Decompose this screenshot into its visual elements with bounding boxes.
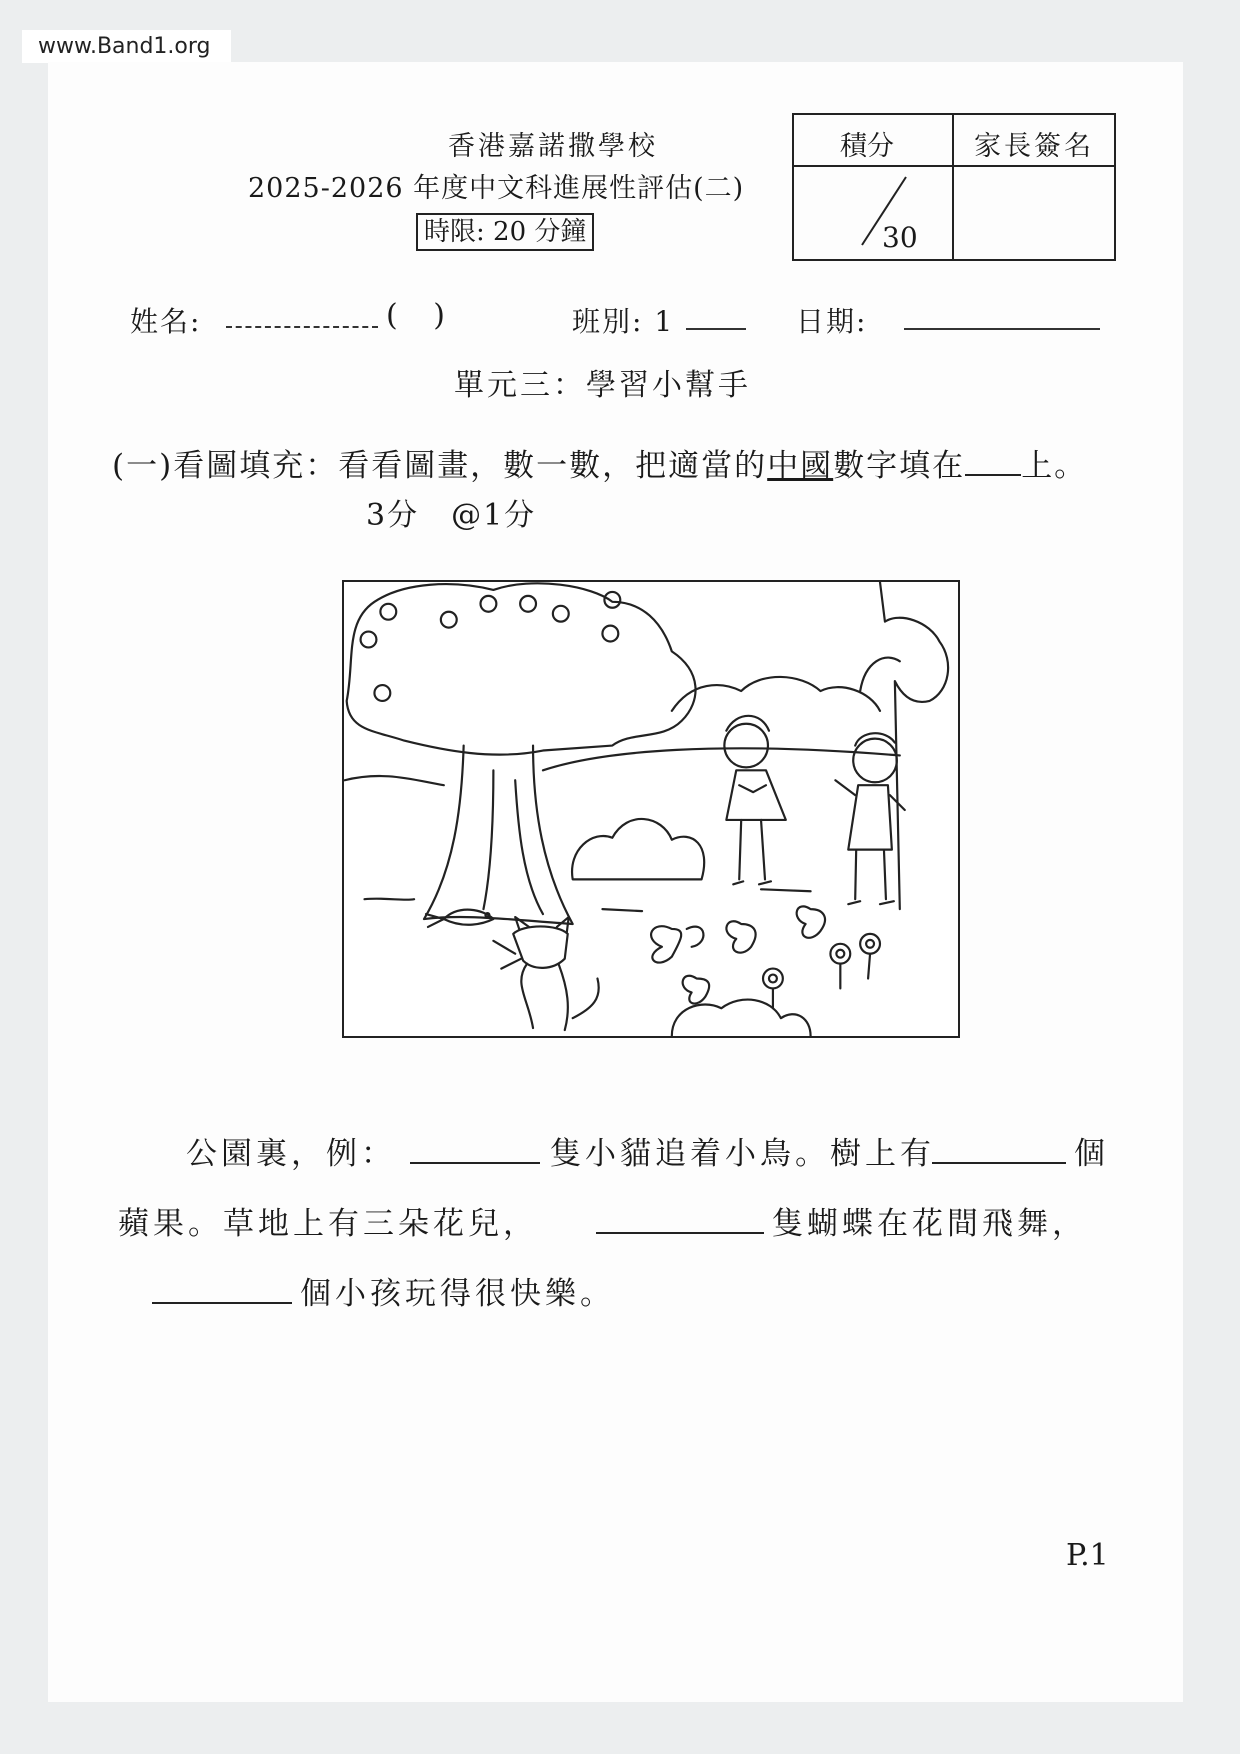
name-field[interactable] bbox=[226, 326, 378, 328]
answer-blank-example[interactable] bbox=[410, 1162, 540, 1164]
park-illustration bbox=[342, 580, 960, 1038]
table-divider bbox=[794, 165, 1114, 167]
question-marks: 3分 @1分 bbox=[366, 498, 537, 533]
class-field[interactable] bbox=[686, 328, 746, 330]
table-divider bbox=[952, 115, 954, 259]
cat bbox=[493, 917, 598, 1030]
parent-signature-label: 家長簽名 bbox=[974, 131, 1094, 162]
passage-line-1 bbox=[186, 1128, 396, 1173]
passage-line-1b bbox=[550, 1128, 935, 1173]
girl bbox=[724, 716, 785, 885]
tree-trunk bbox=[424, 746, 573, 924]
class-label: 班別: 1 bbox=[572, 305, 675, 338]
page-number: P.1 bbox=[1066, 1538, 1109, 1573]
bushes bbox=[672, 677, 880, 711]
total-score: 30 bbox=[882, 221, 918, 254]
bush-middle bbox=[572, 819, 704, 879]
instruction-blank bbox=[965, 448, 1021, 476]
answer-blank-children[interactable] bbox=[152, 1302, 292, 1304]
time-limit-box: 時限: 20 分鐘 bbox=[416, 213, 594, 251]
score-table bbox=[792, 113, 1116, 261]
instruction-text: (一)看圖填充：看看圖畫，數一數，把適當的 bbox=[112, 448, 768, 484]
passage-text: 個 bbox=[1074, 1136, 1109, 1172]
question-instruction bbox=[112, 440, 1087, 485]
watermark: www.Band1.org bbox=[22, 30, 231, 63]
instruction-text: 上。 bbox=[1021, 448, 1088, 484]
school-name: 香港嘉諾撒學校 bbox=[448, 131, 658, 162]
passage-text: 隻蝴蝶在花間飛舞， bbox=[772, 1206, 1087, 1242]
assessment-title: 2025-2026 年度中文科進展性評估(二) bbox=[248, 173, 745, 204]
class-number-field[interactable]: ( ) bbox=[386, 298, 445, 333]
passage-line-2 bbox=[118, 1198, 538, 1243]
passage-line-3 bbox=[300, 1268, 615, 1313]
score-label: 積分 bbox=[840, 131, 894, 162]
instruction-text: 數字填在 bbox=[833, 448, 966, 484]
passage-text: 蘋果。草地上有三朵花兒， bbox=[118, 1206, 538, 1242]
passage-text: 隻小貓追着小鳥。樹上有 bbox=[550, 1136, 935, 1172]
instruction-underlined: 中國 bbox=[767, 448, 834, 484]
passage-line-2b bbox=[772, 1198, 1087, 1243]
date-field[interactable] bbox=[904, 328, 1100, 330]
flowers bbox=[763, 934, 880, 1008]
date-label: 日期: bbox=[796, 305, 868, 338]
apples bbox=[361, 592, 621, 701]
passage-line-1c bbox=[1074, 1128, 1109, 1173]
answer-blank-butterflies[interactable] bbox=[596, 1232, 764, 1234]
passage-text: 個小孩玩得很快樂。 bbox=[300, 1276, 615, 1312]
butterflies bbox=[651, 906, 825, 1003]
front-bush bbox=[672, 1000, 811, 1036]
name-label: 姓名: bbox=[130, 305, 202, 338]
unit-title: 單元三：學習小幫手 bbox=[454, 368, 751, 403]
answer-blank-apples[interactable] bbox=[932, 1162, 1066, 1164]
passage-text: 公園裏，例： bbox=[186, 1136, 396, 1172]
boy bbox=[835, 733, 904, 904]
